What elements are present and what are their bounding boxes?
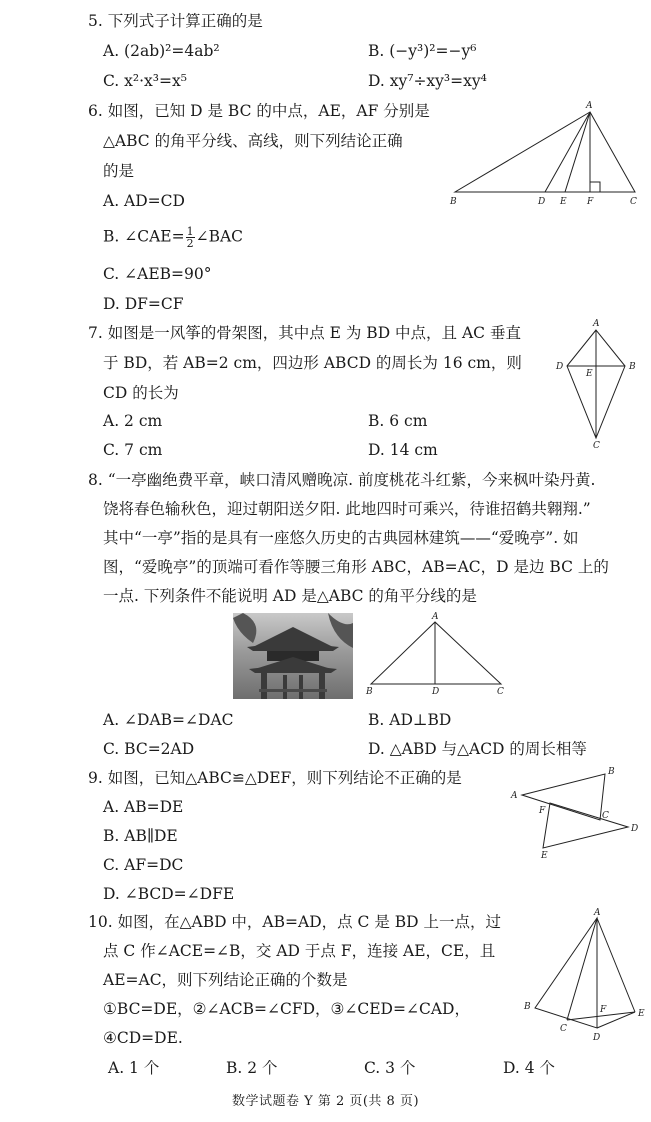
q7-option-b: B. 6 cm (368, 412, 428, 430)
q5-option-a: A. (2ab)²=4ab² (103, 42, 220, 60)
q9-label-b: B (608, 767, 615, 777)
q8-label-c: C (497, 687, 504, 697)
q10-label-d: D (593, 1033, 601, 1043)
q9-option-b: B. AB∥DE (103, 827, 178, 845)
q9-label-a: A (511, 791, 518, 801)
q6-fraction-numerator: 1 (186, 225, 194, 238)
q5-option-d: D. xy⁷÷xy³=xy⁴ (368, 72, 487, 90)
q7-stem-line2: 于 BD，若 AB=2 cm，四边形 ABCD 的周长为 16 cm，则 (103, 354, 522, 372)
q7-option-d: D. 14 cm (368, 441, 438, 459)
q7-option-c: C. 7 cm (103, 441, 163, 459)
q6-label-a: A (586, 101, 593, 111)
q10-option-b: B. 2 个 (226, 1059, 278, 1077)
q8-option-a: A. ∠DAB=∠DAC (103, 711, 234, 729)
q6-label-f: F (587, 197, 594, 207)
q6-option-b-pre: B. ∠CAE= (103, 227, 185, 246)
q8-label-b: B (366, 687, 373, 697)
q8-option-d: D. △ABD 与△ACD 的周长相等 (368, 740, 587, 758)
q7-label-d: D (556, 362, 564, 372)
q5-stem: 5. 下列式子计算正确的是 (88, 12, 263, 30)
q10-label-f: F (600, 1005, 607, 1015)
q7-label-c: C (593, 441, 600, 451)
q10-stem-line2: 点 C 作∠ACE=∠B，交 AD 于点 F，连接 AE，CE，且 (103, 942, 496, 960)
q6-option-d: D. DF=CF (103, 295, 184, 313)
q8-option-c: C. BC=2AD (103, 740, 195, 758)
q8-stem-line5: 一点. 下列条件不能说明 AD 是△ABC 的角平分线的是 (103, 587, 477, 605)
q8-label-a: A (432, 612, 439, 622)
q9-option-a: A. AB=DE (103, 798, 184, 816)
q9-label-c: C (602, 811, 609, 821)
q9-option-c: C. AF=DC (103, 856, 184, 874)
q7-label-e: E (586, 369, 593, 379)
q9-stem: 9. 如图，已知△ABC≌△DEF，则下列结论不正确的是 (88, 769, 462, 787)
q6-option-b-post: ∠BAC (195, 227, 244, 246)
q10-option-d: D. 4 个 (503, 1059, 556, 1077)
q6-option-a: A. AD=CD (103, 192, 185, 210)
q7-label-a: A (593, 319, 600, 329)
q6-option-b (103, 226, 243, 249)
q8-stem-line3: 其中“一亭”指的是具有一座悠久历史的古典园林建筑——“爱晚亭”. 如 (103, 529, 579, 547)
q10-option-a: A. 1 个 (108, 1059, 160, 1077)
q5-option-c: C. x²·x³=x⁵ (103, 72, 187, 90)
q10-diagram (515, 908, 645, 1043)
q8-stem-line4: 图，“爱晚亭”的顶端可看作等腰三角形 ABC，AB=AC，D 是边 BC 上的 (103, 558, 609, 576)
q6-option-c: C. ∠AEB=90° (103, 265, 212, 283)
q6-stem-line3: 的是 (103, 162, 135, 180)
q7-stem-line3: CD 的长为 (103, 384, 179, 402)
q8-stem-line1: 8. “一亭幽绝费平章，峡口清风赠晚凉. 前度桃花斗红紫，今来枫叶染丹黄. (88, 471, 596, 489)
q6-label-b: B (450, 197, 457, 207)
q8-triangle-diagram (363, 612, 513, 698)
q10-stem-line1: 10. 如图，在△ABD 中，AB=AD，点 C 是 BD 上一点，过 (88, 913, 502, 931)
pavilion-photo (233, 613, 353, 699)
q5-option-b: B. (−y³)²=−y⁶ (368, 42, 477, 60)
q9-label-f: F (539, 806, 546, 816)
q8-option-b: B. AD⊥BD (368, 711, 452, 729)
q9-label-e: E (541, 851, 548, 861)
q6-label-d: D (538, 197, 546, 207)
q9-diagram (508, 765, 648, 860)
q10-option-c: C. 3 个 (364, 1059, 416, 1077)
q6-label-e: E (560, 197, 567, 207)
q9-option-d: D. ∠BCD=∠DFE (103, 885, 235, 903)
q8-label-d: D (432, 687, 440, 697)
q6-label-c: C (630, 197, 637, 207)
q10-label-c: C (560, 1024, 567, 1034)
q10-stem-line4: ①BC=DE，②∠ACB=∠CFD，③∠CED=∠CAD， (103, 1000, 470, 1018)
q9-label-d: D (631, 824, 639, 834)
q6-stem-line1: 6. 如图，已知 D 是 BC 的中点，AE，AF 分别是 (88, 102, 430, 120)
page-footer: 数学试题卷 Y 第 2 页(共 8 页) (231, 1094, 420, 1109)
q7-label-b: B (629, 362, 636, 372)
q10-label-b: B (524, 1002, 531, 1012)
q10-stem-line3: AE=AC，则下列结论正确的个数是 (103, 971, 348, 989)
q10-stem-line5: ④CD=DE. (103, 1029, 183, 1047)
q6-fraction (186, 226, 195, 249)
q7-stem-line1: 7. 如图是一风筝的骨架图，其中点 E 为 BD 中点，且 AC 垂直 (88, 324, 521, 342)
q6-diagram (450, 100, 640, 210)
q6-fraction-denominator: 2 (186, 237, 194, 250)
q7-option-a: A. 2 cm (103, 412, 163, 430)
q10-label-e: E (638, 1009, 645, 1019)
q8-stem-line2: 饶将春色输秋色，迎过朝阳送夕阳. 此地四时可乘兴，待谁招鹤共翱翔.” (103, 500, 591, 518)
q6-stem-line2: △ABC 的角平分线、高线，则下列结论正确 (103, 132, 403, 150)
q7-kite-diagram (550, 318, 650, 451)
q10-label-a: A (594, 908, 601, 918)
